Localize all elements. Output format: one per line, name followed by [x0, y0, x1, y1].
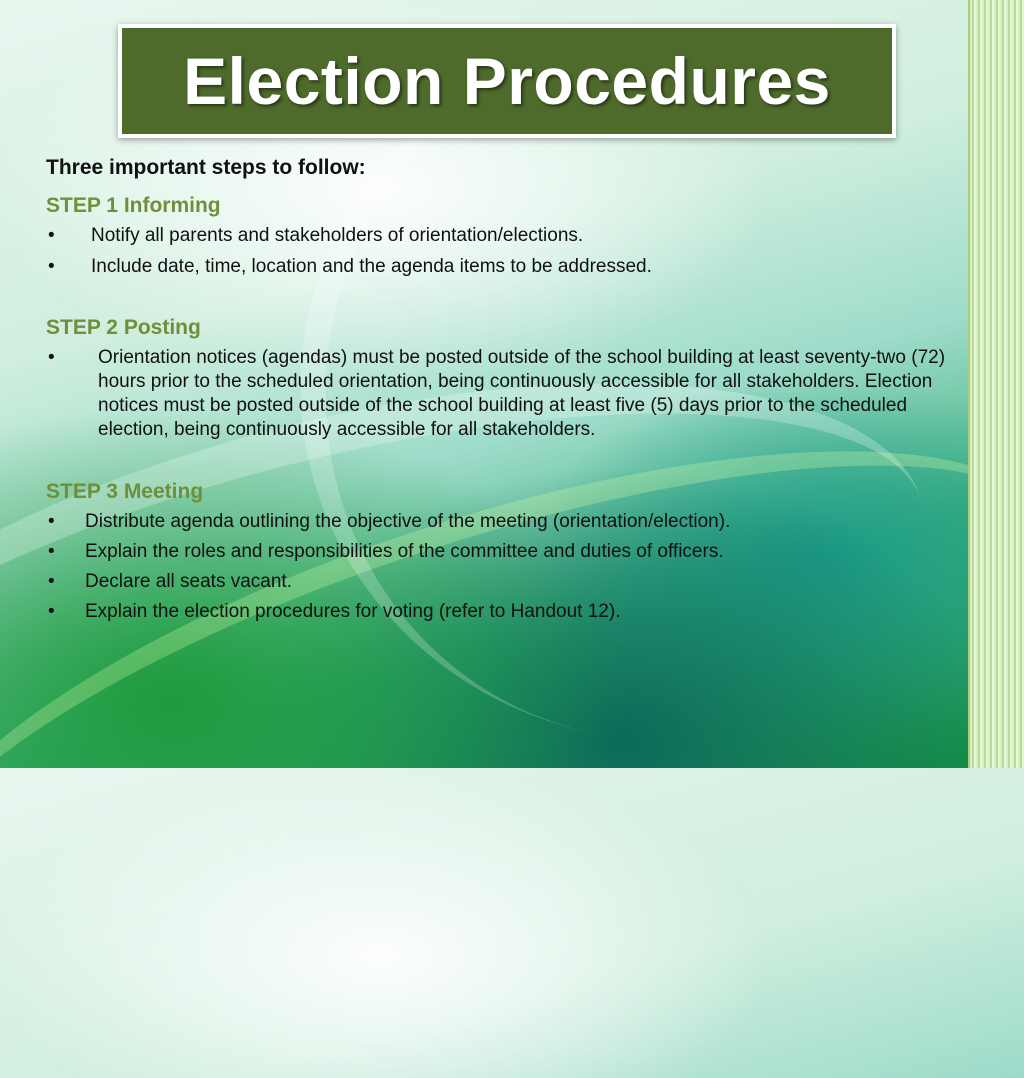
slide-content: [46, 152, 976, 630]
list-item: [46, 540, 976, 564]
list-item-text: Declare all seats vacant.: [85, 571, 292, 592]
slide-title: Election Procedures: [183, 44, 831, 118]
step-3-list: [46, 510, 976, 624]
bullet-icon: •: [48, 347, 55, 368]
step-2-heading: STEP 2 Posting: [46, 316, 201, 339]
decorative-stripes: [968, 0, 1024, 768]
list-item: [46, 346, 976, 442]
list-item-text: Include date, time, location and the agenda items to be addressed.: [91, 256, 652, 277]
list-item: [46, 224, 976, 248]
title-banner: [118, 24, 896, 138]
step-1-heading: STEP 1 Informing: [46, 194, 221, 217]
list-item-text: Distribute agenda outlining the objective of the meeting (orientation/election).: [85, 511, 731, 532]
intro-text: Three important steps to follow:: [46, 156, 366, 179]
step-1-list: [46, 224, 976, 279]
list-item: [46, 255, 976, 279]
bullet-icon: •: [48, 225, 55, 246]
bullet-icon: •: [48, 601, 55, 622]
bullet-icon: •: [48, 541, 55, 562]
list-item-text: Orientation notices (agendas) must be posted outside of the school building at least seventy-two (72) hours prior to the scheduled orientation, being continuously accessible for all stakeholders. Election notices must be posted outside of the school building at least five (5) days prior to the scheduled election, being continuously accessible for all stakeholders.: [98, 347, 946, 440]
bullet-icon: •: [48, 571, 55, 592]
bullet-icon: •: [48, 256, 55, 277]
list-item: [46, 570, 976, 594]
list-item-text: Explain the roles and responsibilities of the committee and duties of officers.: [85, 541, 724, 562]
step-2-list: [46, 346, 976, 442]
step-3-heading: STEP 3 Meeting: [46, 480, 204, 503]
bullet-icon: •: [48, 511, 55, 532]
list-item: [46, 510, 976, 534]
list-item-text: Explain the election procedures for voting (refer to Handout 12).: [85, 601, 621, 622]
list-item: [46, 600, 976, 624]
list-item-text: Notify all parents and stakeholders of orientation/elections.: [91, 225, 584, 246]
